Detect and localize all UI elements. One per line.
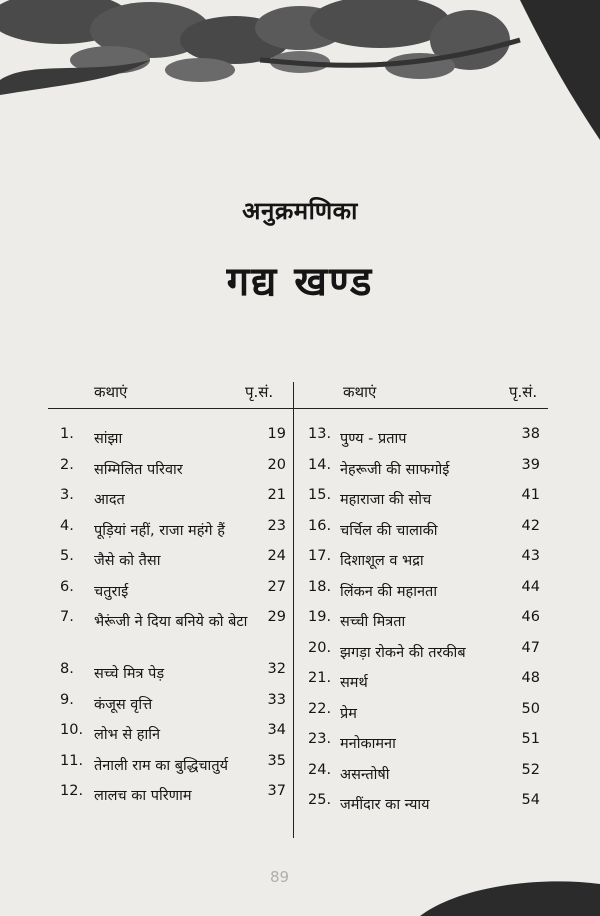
toc-row[interactable]: 10. लोभ से हानि 34 [60,722,286,743]
toc-row[interactable]: 20. झगड़ा रोकने की तरकीब 47 [308,639,540,661]
toc-row[interactable]: 24. असन्तोषी 52 [308,761,540,783]
page-title: गद्य खण्ड [226,259,374,305]
toc-row[interactable]: 16. चर्चिल की चालाकी 42 [308,517,540,539]
toc-row[interactable]: 21. समर्थ 48 [308,670,540,691]
toc-row[interactable]: 25. जमींदार का न्याय 54 [308,792,540,813]
toc-row[interactable]: 1. सांझा 19 [60,426,286,447]
page-subtitle: अनुक्रमणिका [242,197,358,225]
right-story-header: कथाएं [343,383,377,401]
toc-row[interactable]: 7. भैरूंजी ने दिया बनिये को बेटा 29 [60,609,286,630]
toc-row[interactable]: 14. नेहरूजी की साफगोई 39 [308,456,540,478]
toc-row[interactable]: 2. सम्मिलित परिवार 20 [60,456,286,478]
toc-row[interactable]: 19. सच्ची मित्रता 46 [308,609,540,630]
tree-illustration [0,0,600,160]
page-number: 89 [270,868,290,886]
toc-row[interactable]: 23. मनोकामना 51 [308,731,540,752]
toc-row[interactable]: 17. दिशाशूल व भद्रा 43 [308,548,540,569]
toc-row[interactable]: 9. कंजूस वृत्ति 33 [60,691,286,713]
toc-row[interactable]: 4. पूड़ियां नहीं, राजा महंगे हैं 23 [60,517,286,539]
toc-row[interactable]: 15. महाराजा की सोच 41 [308,487,540,508]
toc-row[interactable]: 12. लालच का परिणाम 37 [60,783,286,804]
rock-illustration [380,876,600,916]
toc-row[interactable]: 11. तेनाली राम का बुद्धिचातुर्य 35 [60,752,286,774]
column-divider [293,382,294,838]
toc-row[interactable]: 6. चतुराई 27 [60,578,286,600]
left-page-header: पृ.सं. [245,383,274,401]
toc-row[interactable]: 22. प्रेम 50 [308,700,540,722]
right-page-header: पृ.सं. [509,383,538,401]
right-column [308,426,540,823]
left-column [60,426,286,814]
toc-row[interactable]: 3. आदत 21 [60,487,286,508]
toc-row[interactable]: 13. पुण्य - प्रताप 38 [308,426,540,447]
toc-row[interactable]: 5. जैसे को तैसा 24 [60,548,286,569]
left-story-header: कथाएं [94,383,128,401]
toc-row[interactable]: 8. सच्चे मित्र पेड़ 32 [60,661,286,682]
header-divider [48,408,548,409]
toc-row[interactable]: 18. लिंकन की महानता 44 [308,578,540,600]
